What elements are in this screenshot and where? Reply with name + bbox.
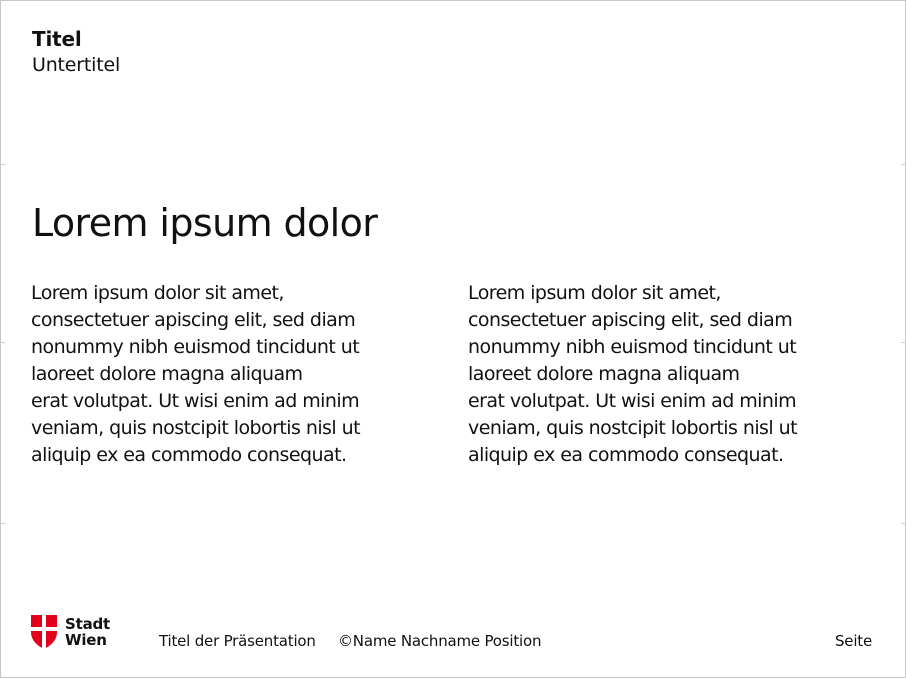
text-column-right bbox=[468, 280, 868, 469]
text-line: nonummy nibh euismod tincidunt ut bbox=[31, 336, 360, 358]
text-line: Lorem ipsum dolor sit amet, bbox=[468, 282, 721, 304]
guide-tick bbox=[1, 523, 5, 524]
guide-tick bbox=[901, 523, 905, 524]
text-line: veniam, quis nostcipit lobortis nisl ut bbox=[468, 417, 798, 439]
slide-header bbox=[32, 27, 120, 77]
text-line: aliquip ex ea commodo consequat. bbox=[468, 444, 784, 466]
text-line: nonummy nibh euismod tincidunt ut bbox=[468, 336, 797, 358]
coat-of-arms-icon bbox=[31, 615, 57, 649]
text-line: laoreet dolore magna aliquam bbox=[468, 363, 740, 385]
stadt-wien-logo bbox=[31, 615, 110, 649]
footer-page-label: Seite bbox=[834, 632, 872, 650]
text-line: aliquip ex ea commodo consequat. bbox=[31, 444, 347, 466]
slide-subtitle: Untertitel bbox=[32, 54, 121, 76]
text-line: Lorem ipsum dolor sit amet, bbox=[31, 282, 284, 304]
text-line: erat volutpat. Ut wisi enim ad minim bbox=[31, 390, 360, 412]
guide-tick bbox=[1, 342, 5, 343]
text-line: veniam, quis nostcipit lobortis nisl ut bbox=[31, 417, 361, 439]
footer-author: ©Name Nachname Position bbox=[338, 632, 542, 650]
slide-footer bbox=[1, 613, 905, 653]
guide-tick bbox=[1, 164, 5, 165]
footer-presentation-title: Titel der Präsentation bbox=[159, 632, 316, 650]
content-headline: Lorem ipsum dolor bbox=[32, 201, 378, 245]
logo-line-wien: Wien bbox=[65, 631, 107, 649]
guide-tick bbox=[901, 164, 905, 165]
text-line: consectetuer apiscing elit, sed diam bbox=[468, 309, 793, 331]
text-line: consectetuer apiscing elit, sed diam bbox=[31, 309, 356, 331]
text-line: laoreet dolore magna aliquam bbox=[31, 363, 303, 385]
logo-line-stadt: Stadt bbox=[65, 615, 111, 633]
logo-wordmark bbox=[65, 616, 110, 648]
text-column-left bbox=[31, 280, 431, 469]
text-line: erat volutpat. Ut wisi enim ad minim bbox=[468, 390, 797, 412]
guide-tick bbox=[901, 342, 905, 343]
slide-title: Titel bbox=[32, 27, 82, 51]
